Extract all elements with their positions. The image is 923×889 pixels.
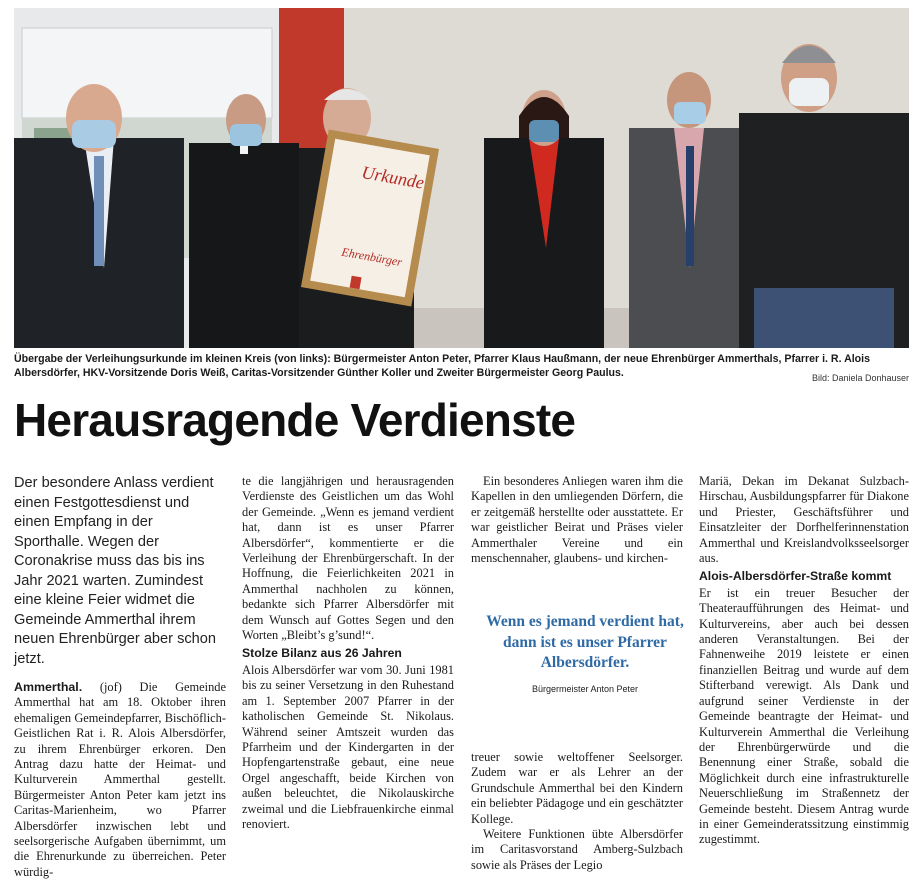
- headline: Herausragende Verdienste: [14, 394, 576, 446]
- paragraph: te die langjährigen und herausragenden Verdienste des Geistlichen um das Wohl der Gemeinde. „Wenn es jemand verdient hat, dann ist es unser Pfarrer Albersdörfer“, kommentierte er die Verleihung der Ehrenbürgerschaft. In der Hoffnung, die Feierlichkeiten 2021 in Ammerthal nachholen zu können, bedankte sich Pfarrer Albersdörfer mit dem Wunsch auf Gottes Segen und den Worten „Bleibt’s g’sund!“.: [242, 474, 454, 643]
- subheading: Alois-Albersdörfer-Straße kommt: [699, 569, 892, 584]
- certificate-word: Ehrenbürger: [340, 244, 404, 270]
- certificate-title: Urkunde: [360, 162, 426, 193]
- body-paragraph: [14, 680, 226, 880]
- column-2: [242, 474, 454, 832]
- paragraph: treuer sowie weltoffener Seelsorger. Zudem war er als Lehrer an der Grundschule Ammerthal bei den Kindern ein beliebter Pädagoge und ein geschätzter Kollege.: [471, 750, 683, 826]
- paragraph: Er ist ein treuer Besucher der Theateraufführungen des Heimat- und Kulturvereins, aber auch bei dessen anderen Veranstaltungen. Bei der Fahnenweihe 2019 leistete er einen finanziellen Beitrag und wurde auf dem Stifterband verewigt. Als Dank und aufgrund seiner Verdienste in der Gemeinde beantragte der Heimat- und Kulturverein Ammerthal die Verleihung der Ehrenbürgerwürde und die Benennung einer Straße, sobald die Möglichkeit durch eine infrastrukturelle Neuerschließung im Straßennetz der Gemeinde besteht. Diesem Antrag wurde in einer Gemeinderatssitzung einstimmig zugestimmt.: [699, 585, 909, 847]
- subheading: Stolze Bilanz aus 26 Jahren: [242, 646, 402, 661]
- paragraph: Mariä, Dekan im Dekanat Sulzbach-Hirschau, Ausbildungspfarrer für Diakone und Priester, Geschäftsführer und Einsatzleiter der Dorfhelferinnenstation Ammerthal und Kreislandvolksseelsorger aus.: [699, 474, 909, 566]
- pull-quote: [475, 612, 695, 694]
- photo-caption: Übergabe der Verleihungsurkunde im kleinen Kreis (von links): Bürgermeister Anton Peter, Pfarrer Klaus Haußmann, der neue Ehrenbürger Ammerthals, Pfarrer i. R. Alois Albersdörfer, HKV-Vorsitzende Doris Weiß, Caritas-Vorsitzender Günther Koller und Zweiter Bürgermeister Georg Paulus.: [14, 353, 870, 379]
- lead-paragraph: Der besondere Anlass verdient einen Festgottesdienst und einen Empfang in der Sporthalle. Wegen der Coronakrise muss das bis ins Jahr 2021 warten. Zumindest eine kleine Feier widmet die Gemeinde Ammerthal ihrem neuen Ehrenbürger aber schon jetzt.: [14, 475, 217, 667]
- paragraph: Alois Albersdörfer war vom 30. Juni 1981 bis zu seiner Versetzung in den Ruhestand am 1. September 2007 Pfarrer in der katholischen Gemeinde St. Nikolaus. Während seiner Amtszeit wurden das Pfarrheim und der Kindergarten in der Hopfengartenstraße gebaut, eine neue Orgel angeschafft, beide Kirchen von außen beleuchtet, die Nikolauskirche zweimal und die Liebfrauenkirche einmal renoviert.: [242, 662, 454, 831]
- column-4: [699, 474, 909, 848]
- pull-quote-text: Wenn es jemand verdient hat, dann ist es unser Pfarrer Albersdörfer.: [486, 613, 684, 671]
- paragraph: Weitere Funktionen übte Albersdörfer im Caritasvorstand Amberg-Sulzbach sowie als Präses der Legio: [471, 827, 683, 872]
- column-1: [14, 474, 226, 880]
- article-photo: [14, 8, 909, 348]
- body-text: (jof) Die Gemeinde Ammerthal hat am 18. Oktober ihren ehemaligen Gemeindepfarrer, Bischöflich-Geistlichen Rat i. R. Alois Albersdörfer, zu ihrem Ehrenbürger erkoren. Den Antrag dazu hatte der Heimat- und Kulturverein Ammerthal gestellt. Bürgermeister Anton Peter kam jetzt ins Caritas-Marienheim, wo Pfarrer Albersdörfer inzwischen lebt und seelsorgerische Aufgaben übernimmt, um die Ehrenurkunde zu überreichen. Peter würdig-: [14, 680, 226, 879]
- column-3: [471, 474, 683, 566]
- column-3-continued: [471, 750, 683, 873]
- pull-quote-author: Bürgermeister Anton Peter: [531, 683, 639, 694]
- dateline: Ammerthal.: [14, 680, 83, 694]
- photo-credit: Bild: Daniela Donhauser: [811, 373, 909, 383]
- paragraph: Ein besonderes Anliegen waren ihm die Kapellen in den umliegenden Dörfern, die er zeitgemäß herstellte oder ausstattete. Er war geistlicher Beirat und Präses vieler Ammerthaler Vereine und ein menschennaher, glaubens- und kirchen-: [471, 474, 683, 566]
